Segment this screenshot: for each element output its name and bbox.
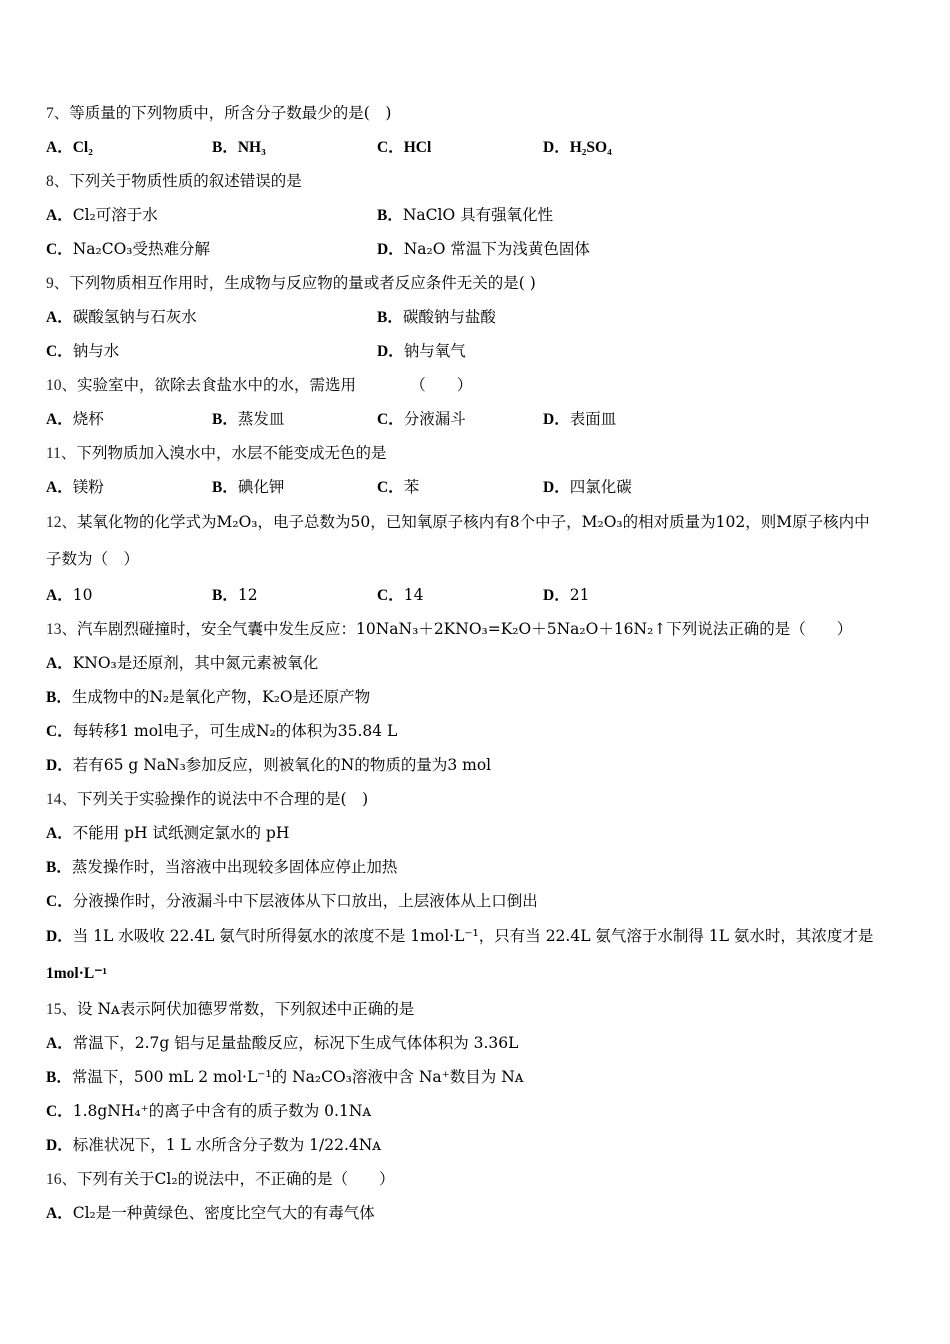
question-14-option-d-cont: 1mol·L⁻¹ xyxy=(46,965,108,982)
question-number: 10、 xyxy=(46,377,78,394)
question-16-option-a[interactable]: A．Cl₂是一种黄绿色、密度比空气大的有毒气体 xyxy=(46,1204,375,1222)
option-d[interactable]: D．Na₂O 常温下为浅黄色固体 xyxy=(377,240,590,258)
option-b[interactable]: B．NH₃ xyxy=(212,139,266,156)
question-text: 下列物质相互作用时，生成物与反应物的量或者反应条件无关的是( ) xyxy=(69,274,536,292)
question-8-options-row2 xyxy=(46,232,916,266)
question-number: 15、 xyxy=(46,1001,78,1018)
question-text: 汽车剧烈碰撞时，安全气囊中发生反应：10NaN₃＋2KNO₃=K₂O＋5Na₂O＋16N₂↑下列说法正确的是（ ） xyxy=(77,620,853,638)
question-12-options xyxy=(46,578,916,612)
option-d[interactable]: D．21 xyxy=(543,586,590,604)
question-13-option-c[interactable]: C．每转移1 mol电子，可生成N₂的体积为35.84 L xyxy=(46,722,398,740)
question-number: 13、 xyxy=(46,621,78,638)
question-9-options-row2 xyxy=(46,334,916,368)
option-b[interactable]: B．蒸发皿 xyxy=(212,410,285,428)
question-number: 11、 xyxy=(46,445,77,462)
option-d[interactable]: D．表面皿 xyxy=(543,410,617,428)
question-9-stem xyxy=(46,266,916,300)
question-7-stem xyxy=(46,96,916,130)
question-12-stem xyxy=(46,504,916,541)
question-13-option-d[interactable]: D．若有65 g NaN₃参加反应，则被氧化的N的物质的量为3 mol xyxy=(46,756,492,774)
option-c[interactable]: C．HCl xyxy=(377,139,432,156)
option-b[interactable]: B．NaClO 具有强氧化性 xyxy=(377,206,554,224)
option-a[interactable]: A．烧杯 xyxy=(46,410,104,428)
question-15-option-d[interactable]: D．标准状况下，1 L 水所含分子数为 1/22.4Nᴀ xyxy=(46,1136,382,1154)
question-text: 等质量的下列物质中，所含分子数最少的是( ) xyxy=(69,104,392,122)
question-14-option-b[interactable]: B．蒸发操作时，当溶液中出现较多固体应停止加热 xyxy=(46,858,398,876)
question-16-stem xyxy=(46,1162,916,1196)
question-11-options xyxy=(46,470,916,504)
question-14-option-a[interactable]: A．不能用 pH 试纸测定氯水的 pH xyxy=(46,824,290,842)
option-c[interactable]: C．Na₂CO₃受热难分解 xyxy=(46,240,211,258)
question-number: 8、 xyxy=(46,173,70,190)
question-11-stem xyxy=(46,436,916,470)
question-12-stem-cont xyxy=(46,541,916,578)
option-c[interactable]: C．分液漏斗 xyxy=(377,410,466,428)
question-14-stem xyxy=(46,782,916,816)
option-a[interactable]: A．Cl₂可溶于水 xyxy=(46,206,158,224)
question-text: 下列物质加入溴水中，水层不能变成无色的是 xyxy=(76,444,387,462)
question-10-stem xyxy=(46,368,916,402)
question-9-options-row1 xyxy=(46,300,916,334)
option-c[interactable]: C．14 xyxy=(377,586,424,604)
option-a[interactable]: A．碳酸氢钠与石灰水 xyxy=(46,308,197,326)
question-number: 14、 xyxy=(46,791,78,808)
question-text: 下列关于实验操作的说法中不合理的是( ) xyxy=(77,790,369,808)
option-a[interactable]: A．镁粉 xyxy=(46,478,104,496)
exam-page xyxy=(46,96,916,1230)
question-text-continued: 子数为（ ） xyxy=(46,550,140,568)
question-text: 下列关于物质性质的叙述错误的是 xyxy=(69,172,302,190)
question-13-option-a[interactable]: A．KNO₃是还原剂，其中氮元素被氧化 xyxy=(46,654,319,672)
question-text: 设 Nᴀ表示阿伏加德罗常数，下列叙述中正确的是 xyxy=(77,1000,415,1018)
question-15-option-b[interactable]: B．常温下，500 mL 2 mol·L⁻¹的 Na₂CO₃溶液中含 Na⁺数目为 Nᴀ xyxy=(46,1068,524,1086)
question-15-stem xyxy=(46,992,916,1026)
question-10-options xyxy=(46,402,916,436)
question-8-stem xyxy=(46,164,916,198)
question-14-option-c[interactable]: C．分液操作时，分液漏斗中下层液体从下口放出，上层液体从上口倒出 xyxy=(46,892,538,910)
question-number: 16、 xyxy=(46,1171,78,1188)
option-b[interactable]: B．12 xyxy=(212,586,258,604)
question-15-option-a[interactable]: A．常温下，2.7g 铝与足量盐酸反应，标况下生成气体体积为 3.36L xyxy=(46,1034,519,1052)
question-number: 9、 xyxy=(46,275,70,292)
option-d[interactable]: D．钠与氧气 xyxy=(377,342,466,360)
option-c[interactable]: C．苯 xyxy=(377,478,420,496)
option-b[interactable]: B．碘化钾 xyxy=(212,478,285,496)
question-8-options-row1 xyxy=(46,198,916,232)
option-a[interactable]: A．Cl₂ xyxy=(46,139,93,156)
question-text: 下列有关于Cl₂的说法中，不正确的是（ ） xyxy=(77,1170,395,1188)
question-15-option-c[interactable]: C．1.8gNH₄⁺的离子中含有的质子数为 0.1Nᴀ xyxy=(46,1102,372,1120)
option-b[interactable]: B．碳酸钠与盐酸 xyxy=(377,308,496,326)
option-d[interactable]: D．H₂SO₄ xyxy=(543,139,612,156)
question-7-options xyxy=(46,130,916,164)
option-d[interactable]: D．四氯化碳 xyxy=(543,478,632,496)
question-13-stem xyxy=(46,612,916,646)
question-text: 某氧化物的化学式为M₂O₃，电子总数为50，已知氧原子核内有8个中子，M₂O₃的相对质量为102，则M原子核内中 xyxy=(77,513,870,531)
question-13-option-b[interactable]: B．生成物中的N₂是氧化产物，K₂O是还原产物 xyxy=(46,688,371,706)
question-number: 7、 xyxy=(46,105,70,122)
question-text: 实验室中，欲除去食盐水中的水，需选用 （ ） xyxy=(77,376,473,394)
question-14-option-d[interactable]: D．当 1L 水吸收 22.4L 氨气时所得氨水的浓度不是 1mol·L⁻¹，只有当 22.4L 氨气溶于水制得 1L 氨水时，其浓度才是 xyxy=(46,927,874,945)
option-c[interactable]: C．钠与水 xyxy=(46,342,120,360)
question-number: 12、 xyxy=(46,514,78,531)
option-a[interactable]: A．10 xyxy=(46,586,93,604)
